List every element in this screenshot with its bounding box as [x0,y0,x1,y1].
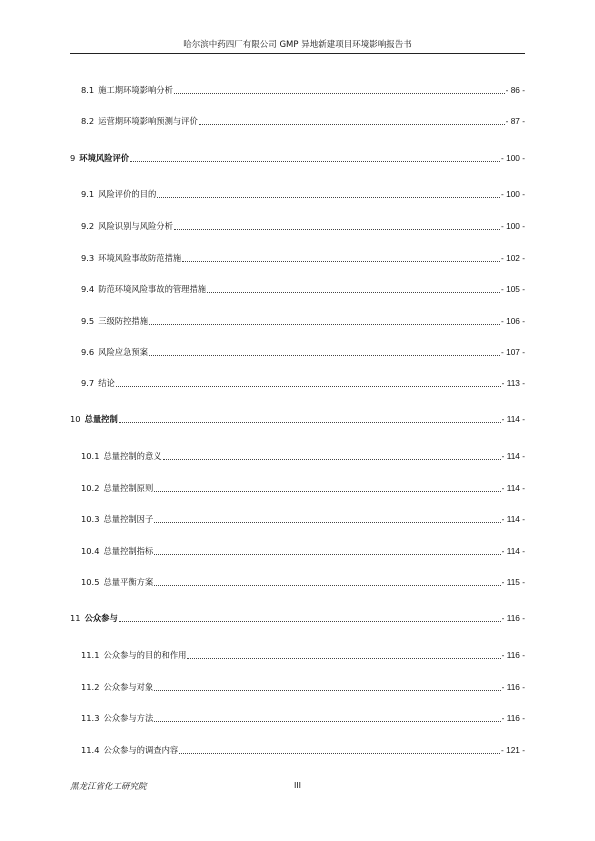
footer-organization: 黑龙江省化工研究院 [70,782,147,792]
toc-entry-page: - 115 - [501,577,525,587]
toc-entry-number: 11.3 [81,713,100,723]
toc-entry-title: 环境风险评价 [79,153,130,163]
toc-leader-dots [154,486,500,492]
toc-entry-number: 10.1 [81,451,100,461]
toc-entry[interactable] [81,220,525,232]
toc-entry-number: 11 [70,613,81,623]
toc-entry-title: 防范环境风险事故的管理措施 [98,284,207,294]
toc-entry[interactable] [81,115,525,127]
toc-entry-title: 总量控制 [84,414,118,424]
toc-entry-page: - 105 - [501,284,525,294]
toc-entry-title: 公众参与的目的和作用 [103,650,187,660]
toc-entry-number: 9.1 [81,189,95,199]
toc-entry[interactable] [81,482,525,494]
toc-leader-dots [199,119,505,125]
toc-leader-dots [149,350,500,356]
toc-entry-number: 9.7 [81,378,95,388]
toc-entry[interactable] [81,84,525,96]
toc-entry[interactable] [70,152,525,164]
toc-leader-dots [154,580,500,586]
toc-leader-dots [154,716,500,722]
toc-entry[interactable] [81,377,525,389]
toc-leader-dots [119,616,501,622]
toc-entry-page: - 114 - [501,483,525,493]
toc-leader-dots [154,549,500,555]
toc-entry-number: 9 [70,153,76,163]
toc-entry[interactable] [70,612,525,624]
toc-entry-page: - 121 - [501,745,525,755]
toc-entry[interactable] [81,681,525,693]
toc-entry-title: 风险应急预案 [98,347,148,357]
toc-entry[interactable] [81,545,525,557]
toc-entry-page: - 86 - [505,85,525,95]
toc-entry-title: 公众参与 [84,613,118,623]
toc-entry-title: 施工期环境影响分析 [98,85,173,95]
toc-entry-page: - 107 - [501,347,525,357]
toc-entry-page: - 87 - [505,116,525,126]
toc-entry-page: - 100 - [501,221,525,231]
toc-entry-number: 8.1 [81,85,95,95]
toc-entry-title: 总量控制指标 [103,546,154,556]
toc-entry[interactable] [81,188,525,200]
toc-entry[interactable] [81,513,525,525]
toc-entry-number: 10.2 [81,483,100,493]
page-header: 哈尔滨中药四厂有限公司 GMP 异地新建项目环境影响报告书 [183,40,412,50]
toc-entry-title: 三级防控措施 [98,316,148,326]
toc-entry-title: 总量控制因子 [103,514,154,524]
toc-entry-title: 总量控制原则 [103,483,154,493]
toc-leader-dots [174,224,500,230]
toc-entry-number: 10.5 [81,577,100,587]
toc-leader-dots [163,454,501,460]
toc-leader-dots [130,156,500,162]
toc-entry-number: 10 [70,414,81,424]
toc-entry[interactable] [81,346,525,358]
toc-entry[interactable] [81,252,525,264]
toc-entry-title: 总量平衡方案 [103,577,154,587]
toc-entry-page: - 114 - [501,451,525,461]
toc-entry-page: - 116 - [501,613,525,623]
toc-leader-dots [149,319,500,325]
toc-entry[interactable] [81,315,525,327]
toc-entry-page: - 102 - [501,253,525,263]
footer-page-number: III [293,780,302,790]
toc-entry[interactable] [81,649,525,661]
toc-entry-title: 结论 [98,378,115,388]
toc-entry[interactable] [70,413,525,425]
toc-entry-number: 9.6 [81,347,95,357]
toc-entry-title: 公众参与对象 [103,682,154,692]
toc-leader-dots [119,417,501,423]
toc-entry[interactable] [81,576,525,588]
toc-entry[interactable] [81,283,525,295]
toc-entry-page: - 114 - [501,546,525,556]
toc-entry-title: 总量控制的意义 [103,451,162,461]
toc-entry-number: 10.3 [81,514,100,524]
toc-leader-dots [179,748,500,754]
toc-entry-page: - 106 - [501,316,525,326]
toc-entry-page: - 113 - [501,378,525,388]
toc-entry-page: - 100 - [501,189,525,199]
toc-entry-number: 9.3 [81,253,95,263]
toc-entry-title: 风险识别与风险分析 [98,221,173,231]
toc-entry-number: 10.4 [81,546,100,556]
toc-entry-page: - 116 - [501,650,525,660]
toc-entry-number: 9.2 [81,221,95,231]
toc-entry-title: 环境风险事故防范措施 [98,253,182,263]
toc-leader-dots [174,88,505,94]
toc-leader-dots [187,653,500,659]
toc-leader-dots [154,685,500,691]
toc-entry-title: 公众参与方法 [103,713,154,723]
toc-entry-number: 9.4 [81,284,95,294]
toc-entry-page: - 116 - [501,713,525,723]
toc-entry-number: 8.2 [81,116,95,126]
toc-leader-dots [157,192,500,198]
toc-entry[interactable] [81,712,525,724]
toc-entry-title: 风险评价的目的 [98,189,157,199]
toc-entry-page: - 116 - [501,682,525,692]
toc-entry[interactable] [81,450,525,462]
toc-entry[interactable] [81,744,525,756]
toc-leader-dots [182,256,500,262]
toc-leader-dots [116,381,501,387]
toc-leader-dots [154,517,500,523]
toc-entry-page: - 100 - [501,153,525,163]
toc-entry-page: - 114 - [501,514,525,524]
toc-entry-title: 公众参与的调查内容 [103,745,179,755]
toc-entry-number: 9.5 [81,316,95,326]
toc-entry-number: 11.2 [81,682,100,692]
toc-leader-dots [207,287,500,293]
toc-entry-title: 运营期环境影响预测与评价 [98,116,198,126]
toc-entry-number: 11.4 [81,745,100,755]
toc-entry-number: 11.1 [81,650,100,660]
toc-entry-page: - 114 - [501,414,525,424]
